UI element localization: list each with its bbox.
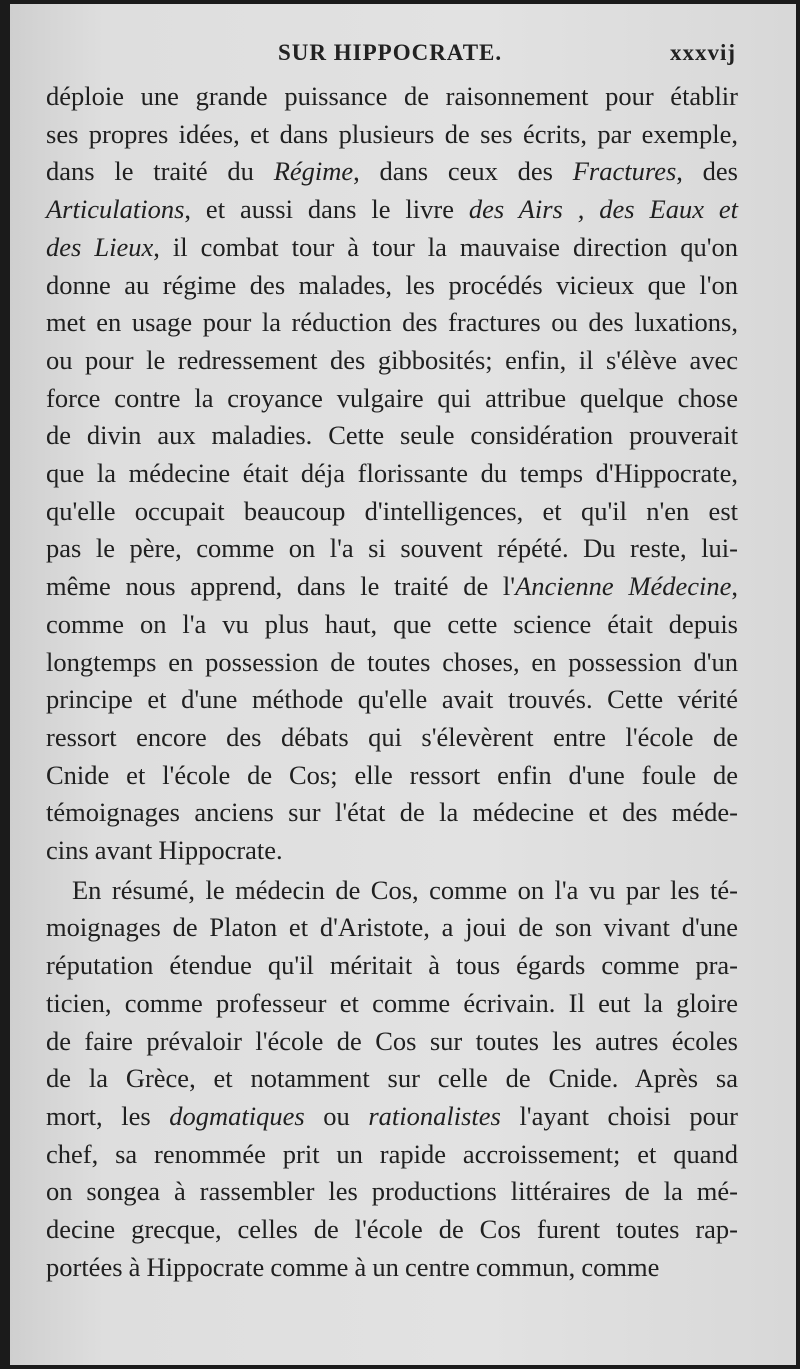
text-line	[46, 417, 738, 455]
text-line	[46, 947, 738, 985]
text-line	[46, 985, 738, 1023]
text-run: ressort encore des débats qui s'élevèrent entre l'école de	[46, 721, 738, 752]
text-line	[46, 455, 738, 493]
text-run: decine grecque, celles de l'école de Cos furent toutes rap-	[46, 1214, 738, 1245]
text-line	[46, 116, 738, 154]
text-line	[46, 78, 738, 116]
text-line	[46, 530, 738, 568]
text-line	[46, 493, 738, 531]
text-run: l'ayant choisi pour	[500, 1100, 738, 1131]
paragraph	[46, 78, 738, 870]
text-run: , il combat tour à tour la mauvaise direction qu'on	[153, 231, 738, 262]
text-run: principe et d'une méthode qu'elle avait trouvés. Cette vérité	[46, 684, 738, 715]
italic-text: Ancienne Médecine	[515, 571, 732, 602]
italic-text: Articulations	[46, 194, 185, 225]
italic-text: des Lieux	[46, 231, 154, 262]
text-line	[46, 191, 738, 229]
text-line	[46, 304, 738, 342]
text-run: En résumé, le médecin de Cos, comme on l'a vu par les té-	[72, 874, 738, 905]
text-run: ses propres idées, et dans plusieurs de ses écrits, par exemple,	[46, 118, 738, 149]
text-line	[46, 1211, 738, 1249]
page-header	[10, 40, 796, 72]
text-run: , dans ceux des	[353, 156, 573, 187]
text-run: dans le traité du	[46, 156, 274, 187]
text-run: même nous apprend, dans le traité de l'	[46, 571, 516, 602]
italic-text: Régime	[273, 156, 354, 187]
text-line	[46, 342, 738, 380]
text-line	[46, 1136, 738, 1174]
text-line	[46, 153, 738, 191]
text-run: ticien, comme professeur et comme écrivain. Il eut la gloire	[46, 987, 738, 1018]
text-run: force contre la croyance vulgaire qui attribue quelque chose	[46, 382, 738, 413]
text-run: déploie une grande puissance de raisonnement pour établir	[46, 81, 738, 111]
page-number: xxxvij	[669, 40, 736, 65]
italic-text: Fractures	[572, 156, 677, 187]
text-run: comme on l'a vu plus haut, que cette science était depuis	[46, 608, 738, 639]
text-run: de la Grèce, et notamment sur celle de Cnide. Après sa	[46, 1063, 738, 1094]
text-run: cins avant Hippocrate.	[46, 835, 283, 866]
italic-text: des Airs , des Eaux et	[468, 194, 739, 225]
paragraph	[46, 872, 738, 1287]
text-run: , des	[676, 156, 738, 187]
text-line	[46, 872, 738, 910]
text-line	[46, 681, 738, 719]
text-run: , et aussi dans le livre	[184, 194, 469, 225]
text-line	[46, 380, 738, 418]
text-line	[46, 1249, 738, 1287]
text-line	[46, 267, 738, 305]
text-line	[46, 757, 738, 795]
text-run: réputation étendue qu'il méritait à tous égards comme pra-	[46, 950, 738, 981]
text-line	[46, 1060, 738, 1098]
text-run: ou	[304, 1100, 369, 1131]
text-run: donne au régime des malades, les procédés vicieux que l'on	[46, 269, 738, 300]
text-line	[46, 719, 738, 757]
text-run: qu'elle occupait beaucoup d'intelligences, et qu'il n'en est	[46, 495, 738, 526]
text-run: ou pour le redressement des gibbosités; enfin, il s'élève avec	[46, 344, 738, 375]
text-line	[46, 1098, 738, 1136]
text-run: pas le père, comme on l'a si souvent répété. Du reste, lui-	[46, 533, 738, 564]
text-line	[46, 606, 738, 644]
text-run: de divin aux maladies. Cette seule considération prouverait	[46, 420, 738, 451]
text-run: de faire prévaloir l'école de Cos sur toutes les autres écoles	[46, 1025, 738, 1056]
text-run: on songea à rassembler les productions littéraires de la mé-	[46, 1176, 738, 1207]
text-run: chef, sa renommée prit un rapide accroissement; et quand	[46, 1138, 738, 1169]
running-title: SUR HIPPOCRATE.	[278, 40, 503, 65]
text-line	[46, 568, 738, 606]
text-run: longtemps en possession de toutes choses, en possession d'un	[46, 646, 738, 677]
text-run: que la médecine était déja florissante du temps d'Hippocrate,	[46, 458, 738, 489]
text-run: moignages de Platon et d'Aristote, a joui de son vivant d'une	[46, 912, 738, 943]
text-run: témoignages anciens sur l'état de la médecine et des méde-	[46, 797, 738, 828]
text-line	[46, 644, 738, 682]
text-line	[46, 229, 738, 267]
text-run: portées à Hippocrate comme à un centre commun, comme	[46, 1251, 660, 1282]
italic-text: rationalistes	[368, 1100, 501, 1131]
text-run: ,	[731, 571, 738, 602]
text-line	[46, 909, 738, 947]
text-line	[46, 832, 738, 870]
text-line	[46, 1173, 738, 1211]
text-run: Cnide et l'école de Cos; elle ressort enfin d'une foule de	[46, 759, 738, 790]
book-page	[10, 4, 796, 1365]
italic-text: dogmatiques	[169, 1100, 305, 1131]
text-line	[46, 1023, 738, 1061]
body-text	[46, 78, 738, 1287]
text-run: met en usage pour la réduction des fractures ou des luxations,	[46, 307, 738, 338]
text-run: mort, les	[46, 1100, 170, 1131]
text-line	[46, 794, 738, 832]
